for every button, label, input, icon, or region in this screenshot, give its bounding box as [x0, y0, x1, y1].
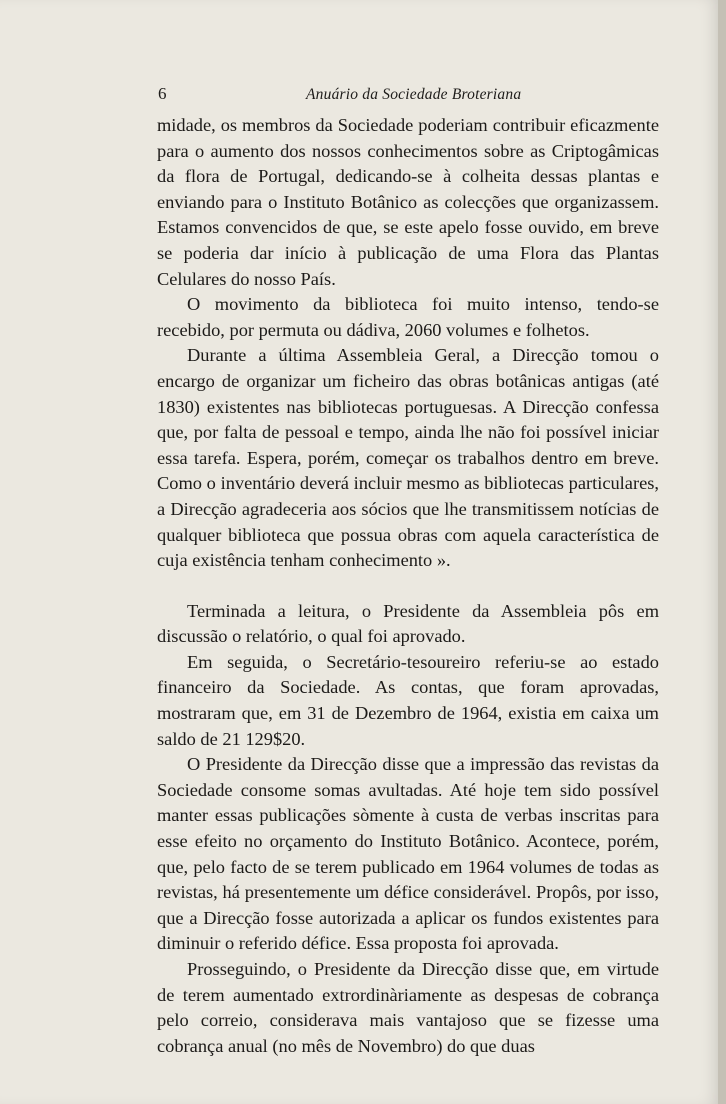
- paragraph-library: O movimento da biblioteca foi muito intenso, tendo-se recebido, por permuta ou dádiva, 2060 volumes e folhetos.: [157, 294, 659, 340]
- page-number: 6: [158, 84, 167, 103]
- paragraph-collection: Prosseguindo, o Presidente da Direcção disse que, em virtude de terem aumentado extrordinàriamente as despesas de cobrança pelo correio, considerava mais vantajoso que se fizesse uma cobrança anual (no mês de Novembro) do que duas: [157, 959, 659, 1056]
- page-header: [158, 84, 658, 108]
- body-text: [157, 113, 659, 1059]
- paragraph-report-approved: Terminada a leitura, o Presidente da Assembleia pôs em discussão o relatório, o qual foi aprovado.: [157, 600, 659, 647]
- paragraph-continuation: midade, os membros da Sociedade poderiam contribuir eficazmente para o aumento dos nossos conhecimentos sobre as Criptogâmicas da flora de Portugal, dedicando-se à colheita dessas plantas e enviando para o Instituto Botânico as colecções que organizassem. Estamos convencidos de que, se este apelo fosse ouvido, em breve se poderia dar início à publicação de uma Flora das Plantas Celulares do nosso País.: [157, 115, 659, 289]
- running-title: Anuário da Sociedade Broteriana: [306, 86, 522, 103]
- paragraph-finances: Em seguida, o Secretário-tesoureiro referiu-se ao estado financeiro da Sociedade. As contas, que foram aprovadas, mostraram que, em 31 de Dezembro de 1964, existia em caixa um saldo de 21 129$20.: [157, 651, 659, 749]
- paragraph-journals: O Presidente da Direcção disse que a impressão das revistas da Sociedade consome somas avultadas. Até hoje tem sido possível manter essas publicações sòmente à custa de verbas inscritas para esse efeito no orçamento do Instituto Botânico. Acontece, porém, que, pelo facto de se terem publicado em 1964 volumes de todas as revistas, há presentemente um défice considerável. Propôs, por isso, que a Direcção fosse autorizada a aplicar os fundos existentes para diminuir o referido défice. Essa proposta foi aprovada.: [157, 754, 659, 954]
- paragraph-catalogue: Durante a última Assembleia Geral, a Direcção tomou o encargo de organizar um ficheiro das obras botânicas antigas (até 1830) existentes nas bibliotecas portuguesas. A Direcção confessa que, por falta de pessoal e tempo, ainda lhe não foi possível iniciar essa tarefa. Espera, porém, começar os trabalhos dentro em breve. Como o inventário deverá incluir mesmo as bibliotecas particulares, a Direcção agradeceria aos sócios que lhe transmitissem notícias de qualquer biblioteca que possua obras com aquela característica de cuja existência tenham conhecimento ».: [157, 345, 659, 571]
